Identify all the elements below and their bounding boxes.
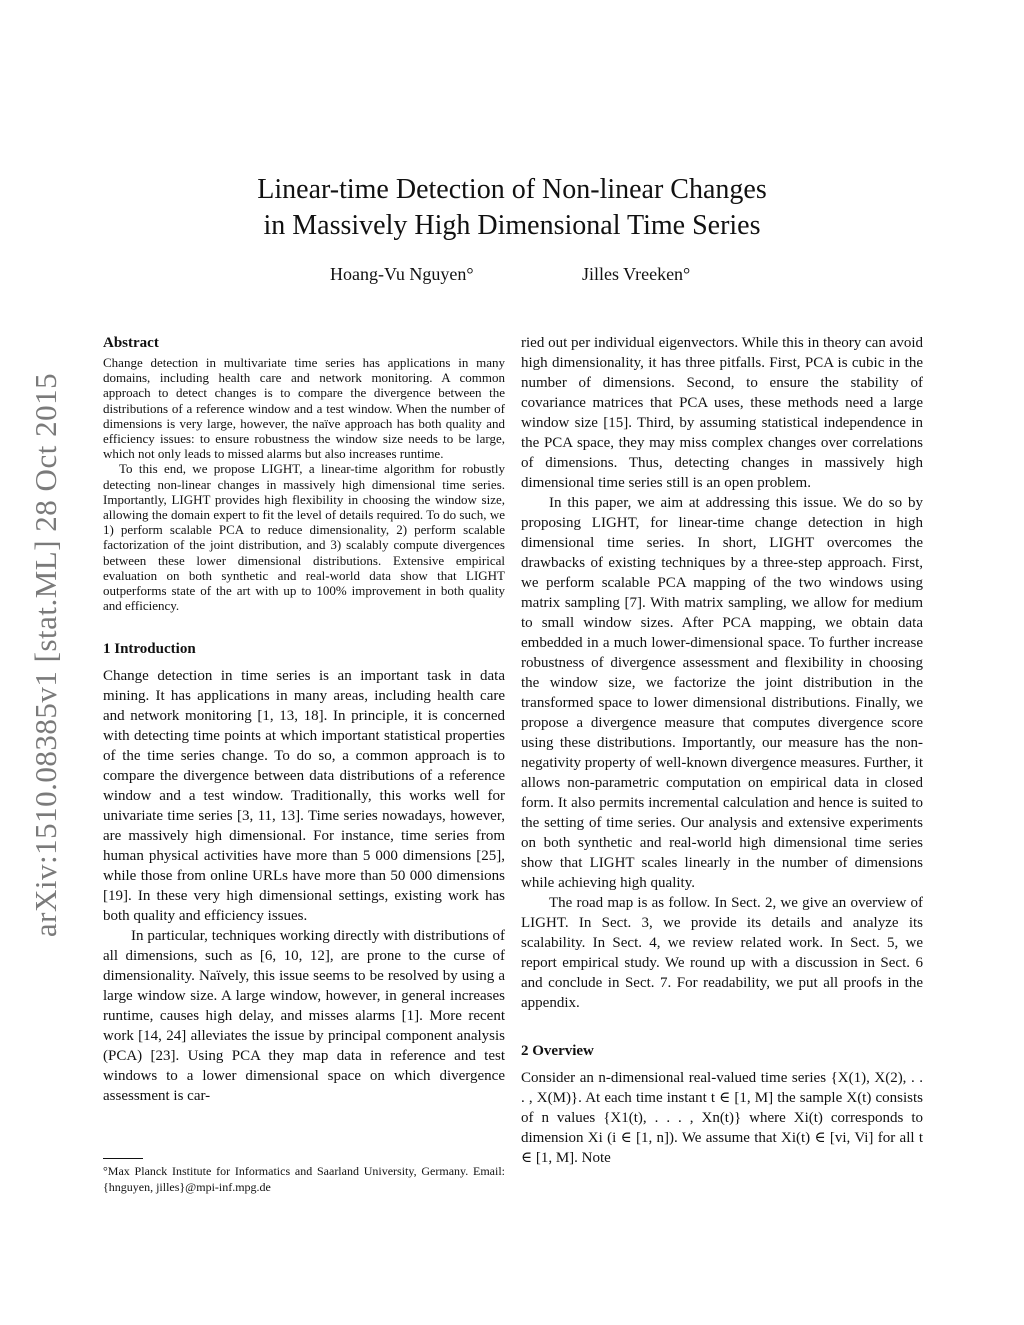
right-column-body bbox=[521, 333, 923, 1013]
overview-paragraph-1: Consider an n-dimensional real-valued time series {X(1), X(2), . . . , X(M)}. At each time instant t ∈ [1, M] the sample X(t) consists of n values {X1(t), . . . , Xn(t)} where Xi(t) corresponds to dimension Xi (i ∈ [1, n]). We assume that Xi(t) ∈ [vi, Vi] for all t ∈ [1, M]. Note bbox=[521, 1070, 923, 1166]
right-paragraph-2: In this paper, we aim at addressing this issue. We do so by proposing LIGHT, for linear-time change detection in high dimensional time series. In short, LIGHT overcomes the drawbacks of existing techniques by a three-step approach. First, we perform scalable PCA mapping of the two windows using matrix sampling [7]. With matrix sampling, we allow for medium to small window sizes. After PCA mapping, we obtain data embedded in a much lower-dimensional space. To further increase robustness of divergence assessment and flexibility in choosing the window size, we factorize the joint distribution in the transformed space to lower dimensional distributions. Finally, we propose a divergence measure that computes divergence score using these distributions. Importantly, our measure has the non-negativity property of well-known divergence measures. Further, it allows non-parametric computation on empirical data in closed form. It also permits incremental calculation and hence is suited to the setting of time series. Our analysis and extensive experiments on both synthetic and real-world high dimensional time series show that LIGHT scales linearly in the number of dimensions while achieving high quality. bbox=[521, 495, 923, 891]
arxiv-sidebar-stamp bbox=[0, 340, 90, 970]
footnote-rule bbox=[103, 1158, 143, 1159]
author-1: Hoang-Vu Nguyen° bbox=[330, 264, 474, 284]
paper-title bbox=[0, 172, 1024, 244]
section-1-body bbox=[103, 666, 505, 1106]
right-column bbox=[521, 333, 923, 1168]
abstract-paragraph-2: To this end, we propose LIGHT, a linear-time algorithm for robustly detecting non-linear changes in massively high dimensional time series. Importantly, LIGHT provides high flexibility in choosing the window size, allowing the domain expert to fit the level of details required. To do such, we 1) perform scalable PCA to reduce dimensionality, 2) perform scalable factorization of the joint distribution, and 3) scalably compute divergences between these lower dimensional distributions. Extensive empirical evaluation on both synthetic and real-world data show that LIGHT outperforms state of the art with up to 100% improvement in both quality and efficiency. bbox=[103, 461, 505, 614]
footnote bbox=[103, 1158, 505, 1195]
section-2-body bbox=[521, 1068, 923, 1168]
right-paragraph-1: ried out per individual eigenvectors. While this in theory can avoid high dimensionality, it has three pitfalls. First, PCA is cubic in the number of dimensions. Second, to ensure the stability of covariance matrices that PCA uses, these methods need a large window size [15]. Third, by assuming statistical independence in the PCA space, they may miss complex changes over correlations of dimensions. Thus, detecting changes in massively high dimensional time series still is an open problem. bbox=[521, 335, 923, 491]
footnote-text: °Max Planck Institute for Informatics and Saarland University, Germany. Email: {hnguyen, jilles}@mpi-inf.mpg.de bbox=[103, 1164, 505, 1194]
intro-paragraph-1: Change detection in time series is an important task in data mining. It has applications in many areas, including health care and network monitoring [1, 13, 18]. In principle, it is concerned with detecting time points at which important statistical properties of the time series change. To do so, a common approach is to compare the divergence between data distributions of a reference window and a test window. Traditionally, this works well for univariate time series [3, 11, 13]. Time series nowadays, however, are massively high dimensional. For instance, time series from human physical activities have more than 5 000 dimensions [25], while those from online URLs have more than 50 000 dimensions [19]. In these very high dimensional settings, existing work has both quality and efficiency issues. bbox=[103, 668, 505, 925]
arxiv-identifier: arXiv:1510.08385v1 [stat.ML] 28 Oct 2015 bbox=[28, 372, 63, 938]
title-line-1: Linear-time Detection of Non-linear Changes bbox=[257, 174, 767, 205]
section-2-heading: 2 Overview bbox=[521, 1043, 594, 1059]
section-1-heading: 1 Introduction bbox=[103, 641, 196, 658]
abstract-heading: Abstract bbox=[103, 335, 159, 351]
abstract-body bbox=[103, 355, 505, 613]
intro-paragraph-2: In particular, techniques working directly with distributions of all dimensions, such as [6, 10, 12], are prone to the curse of dimensionality. Naïvely, this issue seems to be resolved by using a large window size. A large window, however, in general increases runtime, causes high delay, and misses alarms [1]. More recent work [14, 24] alleviates the issue by principal component analysis (PCA) [23]. Using PCA they map data in reference and test windows to a lower dimensional space on which divergence assessment is car- bbox=[103, 928, 505, 1105]
right-paragraph-3: The road map is as follow. In Sect. 2, we give an overview of LIGHT. In Sect. 3, we provide its details and analyze its scalability. In Sect. 4, we review related work. In Sect. 5, we report empirical study. We round up with a discussion in Sect. 6 and conclude in Sect. 7. For readability, we put all proofs in the appendix. bbox=[521, 895, 923, 1011]
abstract-paragraph-1: Change detection in multivariate time series has applications in many domains, including health care and network monitoring. A common approach to detect changes is to compare the divergence between the distributions of a reference window and a test window. When the number of dimensions is very large, however, the naïve approach has both quality and efficiency issues: to ensure robustness the window size needs to be large, which not only leads to missed alarms but also increases runtime. bbox=[103, 355, 505, 462]
title-line-2: in Massively High Dimensional Time Series bbox=[263, 210, 761, 241]
author-2: Jilles Vreeken° bbox=[582, 264, 691, 284]
left-column bbox=[103, 335, 505, 1106]
